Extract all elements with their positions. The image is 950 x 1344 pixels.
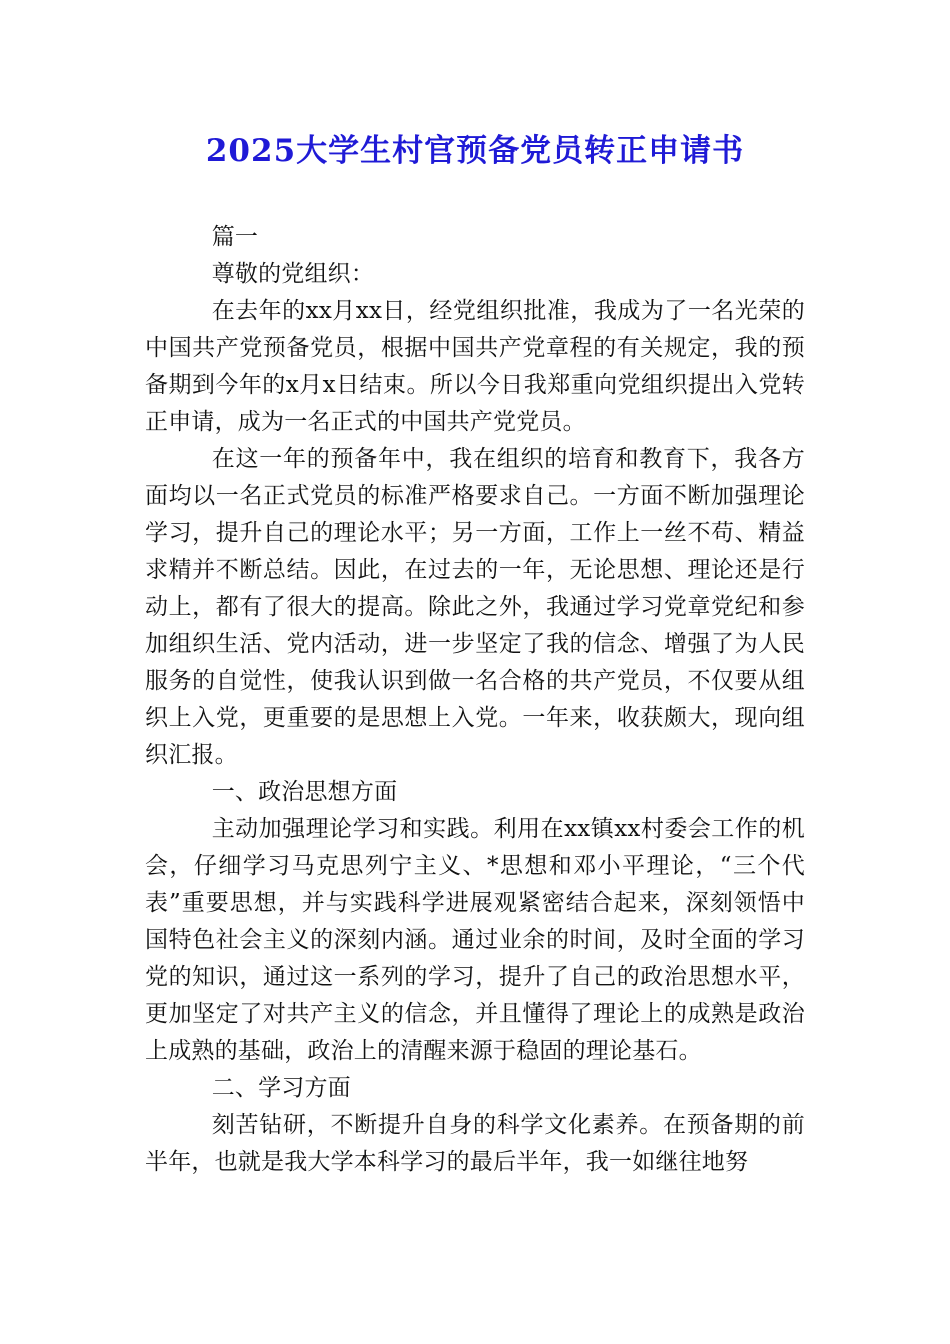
paragraph: 在去年的xx月xx日，经党组织批准，我成为了一名光荣的中国共产党预备党员，根据中国共产党章程的有关规定，我的预备期到今年的x月x日结束。所以今日我郑重向党组织提出入党转正申请，成为一名正式的中国共产党党员。 (145, 298, 805, 435)
document-body (145, 219, 805, 1181)
document-title: 2025大学生村官预备党员转正申请书 (205, 133, 745, 169)
paragraph: 刻苦钻研，不断提升自身的科学文化素养。在预备期的前半年，也就是我大学本科学习的最后半年，我一如继往地努 (145, 1112, 805, 1175)
salutation: 尊敬的党组织： (211, 261, 375, 287)
section-label: 篇一 (211, 224, 259, 250)
section-heading: 二、学习方面 (211, 1075, 351, 1101)
paragraph: 在这一年的预备年中，我在组织的培育和教育下，我各方面均以一名正式党员的标准严格要求自己。一方面不断加强理论学习，提升自己的理论水平；另一方面，工作上一丝不苟、精益求精并不断总结。因此，在过去的一年，无论思想、理论还是行动上，都有了很大的提高。除此之外，我通过学习党章党纪和参加组织生活、党内活动，进一步坚定了我的信念、增强了为人民服务的自觉性，使我认识到做一名合格的共产党员，不仅要从组织上入党，更重要的是思想上入党。一年来，收获颇大，现向组织汇报。 (145, 446, 805, 768)
section-heading: 一、政治思想方面 (211, 779, 398, 805)
paragraph: 主动加强理论学习和实践。利用在xx镇xx村委会工作的机会，仔细学习马克思列宁主义、*思想和邓小平理论，“三个代表”重要思想，并与实践科学进展观紧密结合起来，深刻领悟中国特色社会主义的深刻内涵。通过业余的时间，及时全面的学习党的知识，通过这一系列的学习，提升了自己的政治思想水平，更加坚定了对共产主义的信念，并且懂得了理论上的成熟是政治上成熟的基础，政治上的清醒来源于稳固的理论基石。 (145, 816, 805, 1064)
